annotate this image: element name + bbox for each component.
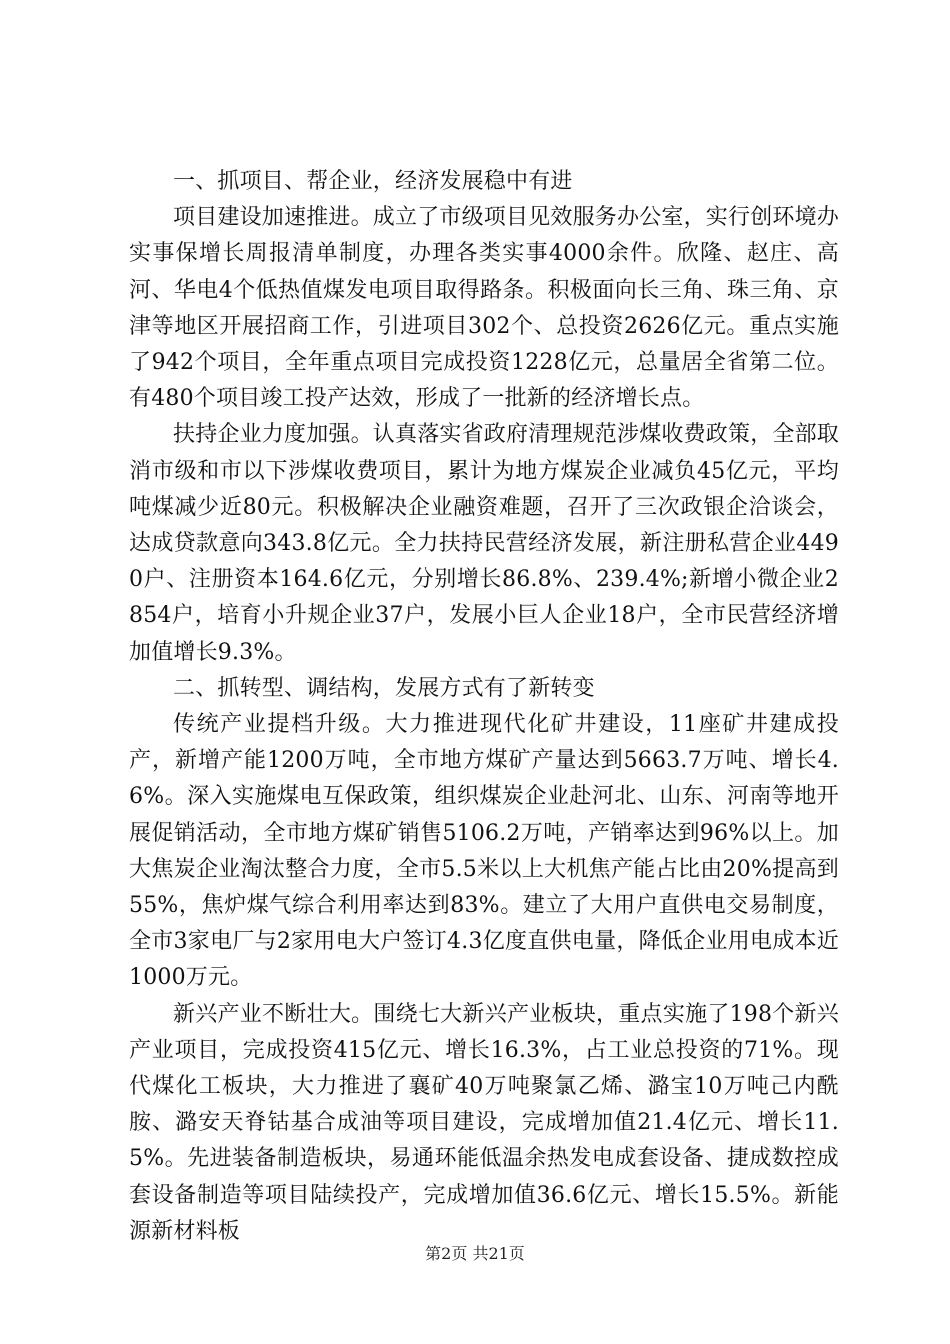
paragraph-emerging-industry: 新兴产业不断壮大。围绕七大新兴产业板块，重点实施了198个新兴产业项目，完成投资415亿元、增长16.3%，占工业总投资的71%。现代煤化工板块，大力推进了襄矿40万吨聚氯乙烯、潞宝10万吨己内酰胺、潞安天脊钴基合成油等项目建设，完成增加值21.4亿元、增长11.5%。先进装备制造板块，易通环能低温余热发电成套设备、捷成数控成套设备制造等项目陆续投产，完成增加值36.6亿元、增长15.5%。新能源新材料板 [129,1001,839,1244]
section-heading-2: 二、抓转型、调结构，发展方式有了新转变 [173,675,595,701]
document-body [129,164,839,1250]
paragraph-traditional-industry: 传统产业提档升级。大力推进现代化矿井建设，11座矿井建成投产，新增产能1200万吨，全市地方煤矿产量达到5663.7万吨、增长4.6%。深入实施煤电互保政策，组织煤炭企业赴河北、山东、河南等地开展促销活动，全市地方煤矿销售5106.2万吨，产销率达到96%以上。加大焦炭企业淘汰整合力度，全市5.5米以上大机焦产能占比由20%提高到55%，焦炉煤气综合利用率达到83%。建立了大用户直供电交易制度，全市3家电厂与2家用电大户签订4.3亿度直供电量，降低企业用电成本近1000万元。 [129,712,839,991]
section-heading-1: 一、抓项目、帮企业，经济发展稳中有进 [173,169,573,194]
paragraph-enterprise-support: 扶持企业力度加强。认真落实省政府清理规范涉煤收费政策，全部取消市级和市以下涉煤收费项目，累计为地方煤炭企业减负45亿元，平均吨煤减少近80元。积极解决企业融资难题，召开了三次政银企洽谈会，达成贷款意向343.8亿元。全力扶持民营经济发展，新注册私营企业4490户、注册资本164.6亿元，分别增长86.8%、239.4%;新增小微企业2854户，培育小升规企业37户，发展小巨人企业18户，全市民营经济增加值增长9.3%。 [129,422,840,665]
paragraph-project-construction: 项目建设加速推进。成立了市级项目见效服务办公室，实行创环境办实事保增长周报清单制度，办理各类实事4000余件。欣隆、赵庄、高河、华电4个低热值煤发电项目取得路条。积极面向长三角、珠三角、京津等地区开展招商工作，引进项目302个、总投资2626亿元。重点实施了942个项目，全年重点项目完成投资1228亿元，总量居全省第二位。有480个项目竣工投产达效，形成了一批新的经济增长点。 [129,205,840,412]
page-number-footer: 第2页 共21页 [425,1244,525,1263]
